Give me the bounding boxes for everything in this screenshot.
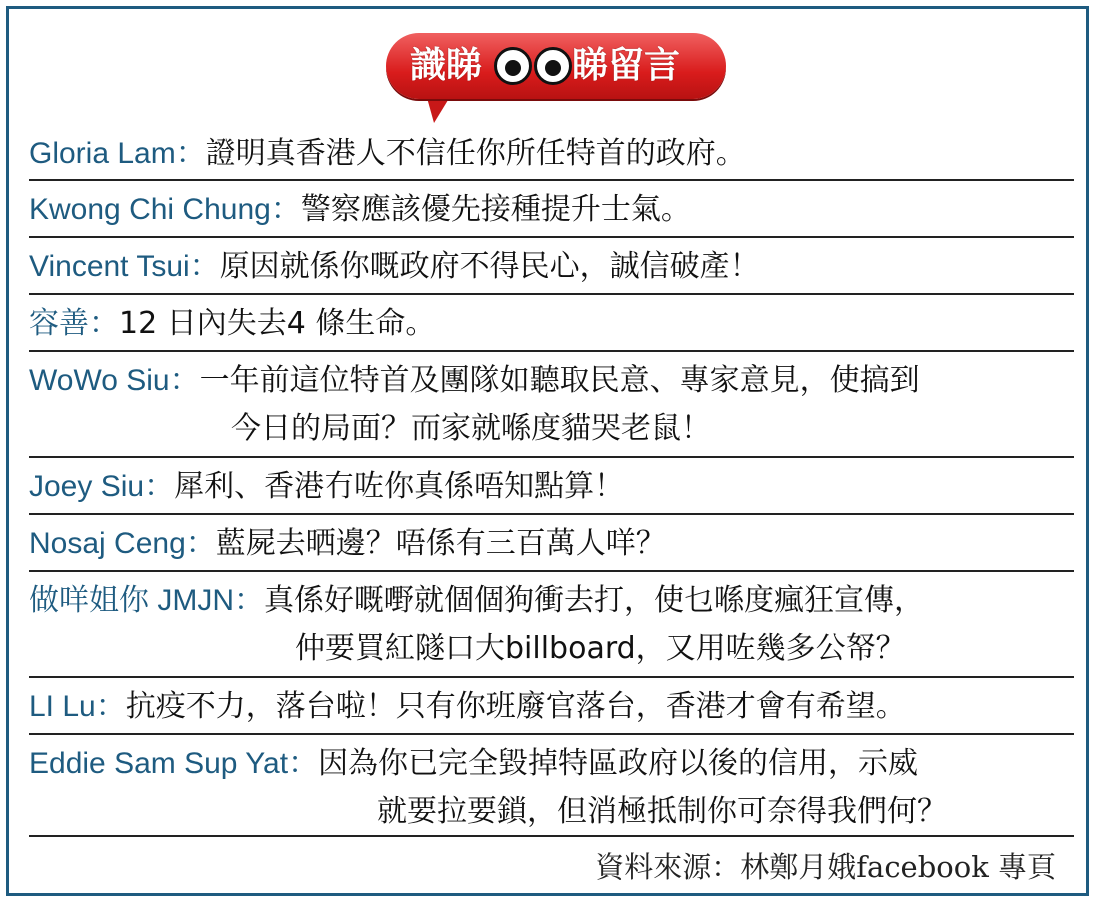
separator: ： [189,249,220,284]
title-right: 睇留言 [572,45,681,86]
commenter-name: 做咩姐你 JMJN [29,584,234,617]
separator: ： [89,306,119,341]
header-banner [386,33,726,99]
comment-text: 原因就係你嘅政府不得民心，誠信破產！ [219,249,760,284]
separator: ： [185,526,216,561]
comment-text: 藍屍去晒邊？唔係有三百萬人咩？ [215,526,666,561]
commenter-name: Joey Siu [29,470,145,503]
commenter-name: Eddie Sam Sup Yat [29,747,289,780]
comment-text: 12 日內失去4 條生命。 [119,306,436,341]
comment-row [29,238,1074,295]
separator: ： [270,192,301,227]
comment-row [29,515,1074,572]
commenter-name: Gloria Lam [29,137,176,170]
comment-text: 一年前這位特首及團隊如聽取民意、專家意見，使搞到 [199,363,920,398]
commenter-name: WoWo Siu [29,364,170,397]
separator: ： [95,689,126,724]
comment-row [29,572,1074,678]
comment-row [29,678,1074,735]
comment-text: 證明真香港人不信任你所任特首的政府。 [205,136,746,171]
comment-text: 抗疫不力，落台啦！只有你班廢官落台，香港才會有希望。 [125,689,906,724]
comment-row [29,181,1074,238]
comment-text: 因為你已完全毀掉特區政府以後的信用，示威 [318,746,919,781]
commenter-name: Nosaj Ceng [29,527,186,560]
googly-eye-left-icon [494,47,532,85]
commenter-name: Kwong Chi Chung [29,193,271,226]
separator: ： [175,136,206,171]
commenter-name: 容善 [29,307,89,340]
comment-text: 警察應該優先接種提升士氣。 [300,192,691,227]
comment-text: 真係好嘅嘢就個個狗衝去打，使乜喺度瘋狂宣傳， [264,583,924,618]
comment-text-continued: 仲要買紅隧口大billboard，又用咗幾多公帑？ [295,631,906,666]
separator: ： [288,746,319,781]
source-credit: 資料來源：林鄭月娥facebook 專頁 [595,850,1056,884]
comment-row [29,352,1074,458]
comment-row [29,295,1074,352]
commenter-name: Vincent Tsui [29,250,190,283]
separator: ： [234,583,264,618]
title-left: 識睇 [410,45,483,86]
commenter-name: LI Lu [29,690,96,723]
separator: ： [144,469,175,504]
comment-text: 犀利、香港冇咗你真係唔知點算！ [174,469,625,504]
separator: ： [169,363,200,398]
comment-text-continued: 今日的局面？而家就喺度貓哭老鼠！ [231,411,711,446]
comment-text-continued: 就要拉要鎖，但消極抵制你可奈得我們何？ [377,794,947,829]
comments-panel [6,6,1089,896]
comment-row [29,735,1074,837]
googly-eye-right-icon [534,47,572,85]
comment-row [29,458,1074,515]
comment-row [29,129,1074,181]
